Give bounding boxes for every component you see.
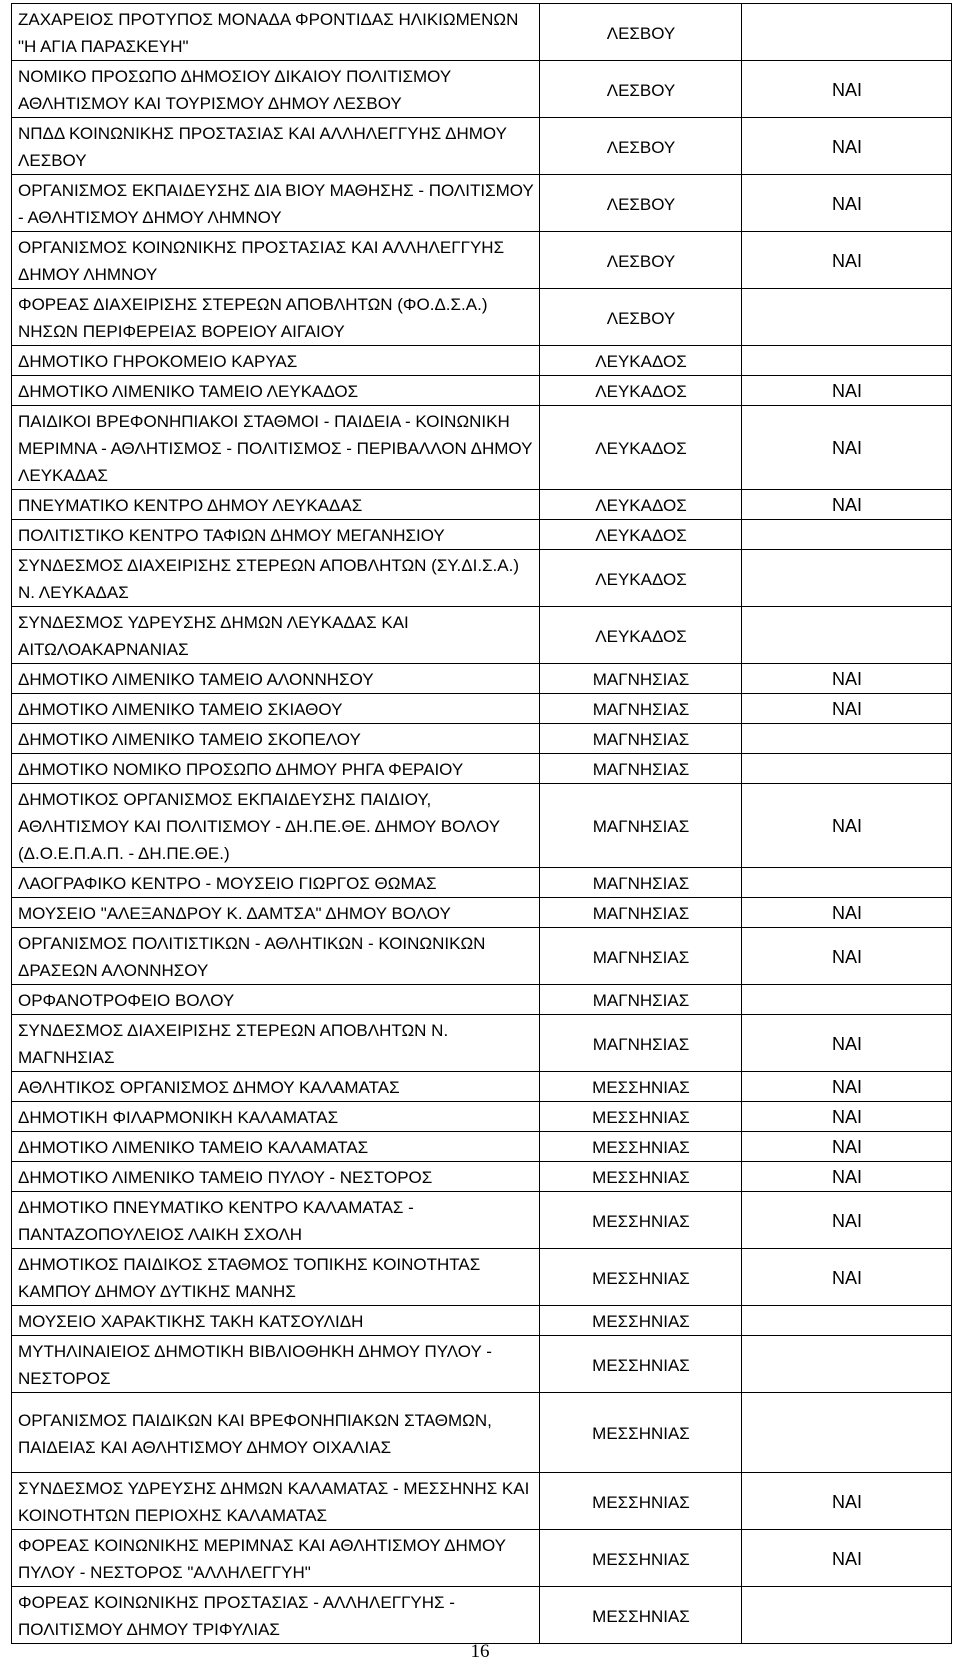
flag-cell (742, 868, 952, 898)
entity-name-cell: ΠΟΛΙΤΙΣΤΙΚΟ ΚΕΝΤΡΟ ΤΑΦΙΩΝ ΔΗΜΟΥ ΜΕΓΑΝΗΣΙΟΥ (12, 520, 540, 550)
region-cell: ΜΑΓΝΗΣΙΑΣ (540, 664, 742, 694)
region-cell: ΛΕΣΒΟΥ (540, 175, 742, 232)
page-number: 16 (470, 1641, 490, 1662)
table-row (12, 1015, 952, 1072)
table-row (12, 985, 952, 1015)
flag-cell (742, 346, 952, 376)
table-row (12, 346, 952, 376)
entity-name-cell: ΑΘΛΗΤΙΚΟΣ ΟΡΓΑΝΙΣΜΟΣ ΔΗΜΟΥ ΚΑΛΑΜΑΤΑΣ (12, 1072, 540, 1102)
table-row (12, 232, 952, 289)
entity-name-cell: ΔΗΜΟΤΙΚΟ ΛΙΜΕΝΙΚΟ ΤΑΜΕΙΟ ΚΑΛΑΜΑΤΑΣ (12, 1132, 540, 1162)
entity-name-cell: ΦΟΡΕΑΣ ΚΟΙΝΩΝΙΚΗΣ ΜΕΡΙΜΝΑΣ ΚΑΙ ΑΘΛΗΤΙΣΜΟΥ ΔΗΜΟΥ ΠΥΛΟΥ - ΝΕΣΤΟΡΟΣ "ΑΛΛΗΛΕΓΓΥΗ" (12, 1530, 540, 1587)
table-row (12, 289, 952, 346)
region-cell: ΜΕΣΣΗΝΙΑΣ (540, 1393, 742, 1473)
table-row (12, 1336, 952, 1393)
entity-name-cell: ΜΥΤΗΛΙΝΑΙΕΙΟΣ ΔΗΜΟΤΙΚΗ ΒΙΒΛΙΟΘΗΚΗ ΔΗΜΟΥ ΠΥΛΟΥ - ΝΕΣΤΟΡΟΣ (12, 1336, 540, 1393)
table-row (12, 868, 952, 898)
region-cell: ΜΕΣΣΗΝΙΑΣ (540, 1587, 742, 1644)
flag-cell (742, 1393, 952, 1473)
table-row (12, 694, 952, 724)
flag-cell: ΝΑΙ (742, 1249, 952, 1306)
flag-cell: ΝΑΙ (742, 1015, 952, 1072)
flag-cell: ΝΑΙ (742, 232, 952, 289)
entity-name-cell: ΟΡΓΑΝΙΣΜΟΣ ΠΑΙΔΙΚΩΝ ΚΑΙ ΒΡΕΦΟΝΗΠΙΑΚΩΝ ΣΤΑΘΜΩΝ, ΠΑΙΔΕΙΑΣ ΚΑΙ ΑΘΛΗΤΙΣΜΟΥ ΔΗΜΟΥ ΟΙΧΑΛΙΑΣ (12, 1393, 540, 1473)
entity-name-cell: ΔΗΜΟΤΙΚΟ ΛΙΜΕΝΙΚΟ ΤΑΜΕΙΟ ΠΥΛΟΥ - ΝΕΣΤΟΡΟΣ (12, 1162, 540, 1192)
region-cell: ΜΕΣΣΗΝΙΑΣ (540, 1132, 742, 1162)
entity-name-cell: ΔΗΜΟΤΙΚΟ ΛΙΜΕΝΙΚΟ ΤΑΜΕΙΟ ΣΚΟΠΕΛΟΥ (12, 724, 540, 754)
flag-cell: ΝΑΙ (742, 490, 952, 520)
region-cell: ΛΕΥΚΑΔΟΣ (540, 520, 742, 550)
table-row (12, 1587, 952, 1644)
flag-cell: ΝΑΙ (742, 784, 952, 868)
entity-name-cell: ΔΗΜΟΤΙΚΟ ΛΙΜΕΝΙΚΟ ΤΑΜΕΙΟ ΑΛΟΝΝΗΣΟΥ (12, 664, 540, 694)
entities-table (11, 3, 952, 1644)
entity-name-cell: ΝΠΔΔ ΚΟΙΝΩΝΙΚΗΣ ΠΡΟΣΤΑΣΙΑΣ ΚΑΙ ΑΛΛΗΛΕΓΓΥΗΣ ΔΗΜΟΥ ΛΕΣΒΟΥ (12, 118, 540, 175)
entity-name-cell: ΔΗΜΟΤΙΚΟ ΝΟΜΙΚΟ ΠΡΟΣΩΠΟ ΔΗΜΟΥ ΡΗΓΑ ΦΕΡΑΙΟΥ (12, 754, 540, 784)
flag-cell: ΝΑΙ (742, 406, 952, 490)
entity-name-cell: ΜΟΥΣΕΙΟ ΧΑΡΑΚΤΙΚΗΣ ΤΑΚΗ ΚΑΤΣΟΥΛΙΔΗ (12, 1306, 540, 1336)
region-cell: ΜΑΓΝΗΣΙΑΣ (540, 1015, 742, 1072)
flag-cell: ΝΑΙ (742, 664, 952, 694)
entity-name-cell: ΔΗΜΟΤΙΚΟΣ ΟΡΓΑΝΙΣΜΟΣ ΕΚΠΑΙΔΕΥΣΗΣ ΠΑΙΔΙΟΥ, ΑΘΛΗΤΙΣΜΟΥ ΚΑΙ ΠΟΛΙΤΙΣΜΟΥ - ΔΗ.ΠΕ.ΘΕ. ΔΗΜΟΥ ΒΟΛΟΥ (Δ.Ο.Ε.Π.Α.Π. - ΔΗ.ΠΕ.ΘΕ.) (12, 784, 540, 868)
region-cell: ΜΑΓΝΗΣΙΑΣ (540, 754, 742, 784)
entity-name-cell: ΣΥΝΔΕΣΜΟΣ ΥΔΡΕΥΣΗΣ ΔΗΜΩΝ ΚΑΛΑΜΑΤΑΣ - ΜΕΣΣΗΝΗΣ ΚΑΙ ΚΟΙΝΟΤΗΤΩΝ ΠΕΡΙΟΧΗΣ ΚΑΛΑΜΑΤΑΣ (12, 1473, 540, 1530)
entity-name-cell: ΠΝΕΥΜΑΤΙΚΟ ΚΕΝΤΡΟ ΔΗΜΟΥ ΛΕΥΚΑΔΑΣ (12, 490, 540, 520)
region-cell: ΛΕΥΚΑΔΟΣ (540, 376, 742, 406)
flag-cell (742, 724, 952, 754)
region-cell: ΜΑΓΝΗΣΙΑΣ (540, 898, 742, 928)
region-cell: ΜΕΣΣΗΝΙΑΣ (540, 1306, 742, 1336)
table-row (12, 1132, 952, 1162)
flag-cell: ΝΑΙ (742, 1072, 952, 1102)
region-cell: ΜΑΓΝΗΣΙΑΣ (540, 928, 742, 985)
entity-name-cell: ΟΡΦΑΝΟΤΡΟΦΕΙΟ ΒΟΛΟΥ (12, 985, 540, 1015)
flag-cell: ΝΑΙ (742, 1473, 952, 1530)
region-cell: ΜΕΣΣΗΝΙΑΣ (540, 1162, 742, 1192)
table-row (12, 61, 952, 118)
region-cell: ΜΕΣΣΗΝΙΑΣ (540, 1530, 742, 1587)
flag-cell (742, 1336, 952, 1393)
flag-cell: ΝΑΙ (742, 1192, 952, 1249)
region-cell: ΜΕΣΣΗΝΙΑΣ (540, 1249, 742, 1306)
flag-cell: ΝΑΙ (742, 928, 952, 985)
entity-name-cell: ΔΗΜΟΤΙΚΟ ΛΙΜΕΝΙΚΟ ΤΑΜΕΙΟ ΣΚΙΑΘΟΥ (12, 694, 540, 724)
entity-name-cell: ΣΥΝΔΕΣΜΟΣ ΔΙΑΧΕΙΡΙΣΗΣ ΣΤΕΡΕΩΝ ΑΠΟΒΛΗΤΩΝ Ν. ΜΑΓΝΗΣΙΑΣ (12, 1015, 540, 1072)
region-cell: ΛΕΣΒΟΥ (540, 61, 742, 118)
table-row (12, 664, 952, 694)
region-cell: ΜΕΣΣΗΝΙΑΣ (540, 1072, 742, 1102)
entity-name-cell: ΦΟΡΕΑΣ ΔΙΑΧΕΙΡΙΣΗΣ ΣΤΕΡΕΩΝ ΑΠΟΒΛΗΤΩΝ (ΦΟ.Δ.Σ.Α.) ΝΗΣΩΝ ΠΕΡΙΦΕΡΕΙΑΣ ΒΟΡΕΙΟΥ ΑΙΓΑΙΟΥ (12, 289, 540, 346)
region-cell: ΜΕΣΣΗΝΙΑΣ (540, 1473, 742, 1530)
flag-cell (742, 607, 952, 664)
flag-cell (742, 4, 952, 61)
region-cell: ΜΑΓΝΗΣΙΑΣ (540, 784, 742, 868)
flag-cell: ΝΑΙ (742, 694, 952, 724)
entity-name-cell: ΠΑΙΔΙΚΟΙ ΒΡΕΦΟΝΗΠΙΑΚΟΙ ΣΤΑΘΜΟΙ - ΠΑΙΔΕΙΑ - ΚΟΙΝΩΝΙΚΗ ΜΕΡΙΜΝΑ - ΑΘΛΗΤΙΣΜΟΣ - ΠΟΛΙΤΙΣΜΟΣ - ΠΕΡΙΒΑΛΛΟΝ ΔΗΜΟΥ ΛΕΥΚΑΔΑΣ (12, 406, 540, 490)
flag-cell: ΝΑΙ (742, 175, 952, 232)
flag-cell: ΝΑΙ (742, 1162, 952, 1192)
table-row (12, 1192, 952, 1249)
flag-cell: ΝΑΙ (742, 1132, 952, 1162)
entity-name-cell: ΟΡΓΑΝΙΣΜΟΣ ΠΟΛΙΤΙΣΤΙΚΩΝ - ΑΘΛΗΤΙΚΩΝ - ΚΟΙΝΩΝΙΚΩΝ ΔΡΑΣΕΩΝ ΑΛΟΝΝΗΣΟΥ (12, 928, 540, 985)
entity-name-cell: ΔΗΜΟΤΙΚΟ ΓΗΡΟΚΟΜΕΙΟ ΚΑΡΥΑΣ (12, 346, 540, 376)
table-row (12, 1473, 952, 1530)
table-row (12, 928, 952, 985)
flag-cell: ΝΑΙ (742, 898, 952, 928)
table-row (12, 520, 952, 550)
region-cell: ΜΑΓΝΗΣΙΑΣ (540, 724, 742, 754)
entity-name-cell: ΝΟΜΙΚΟ ΠΡΟΣΩΠΟ ΔΗΜΟΣΙΟΥ ΔΙΚΑΙΟΥ ΠΟΛΙΤΙΣΜΟΥ ΑΘΛΗΤΙΣΜΟΥ ΚΑΙ ΤΟΥΡΙΣΜΟΥ ΔΗΜΟΥ ΛΕΣΒΟΥ (12, 61, 540, 118)
table-row (12, 175, 952, 232)
entity-name-cell: ΔΗΜΟΤΙΚΟ ΠΝΕΥΜΑΤΙΚΟ ΚΕΝΤΡΟ ΚΑΛΑΜΑΤΑΣ - ΠΑΝΤΑΖΟΠΟΥΛΕΙΟΣ ΛΑΙΚΗ ΣΧΟΛΗ (12, 1192, 540, 1249)
flag-cell (742, 1587, 952, 1644)
table-row (12, 406, 952, 490)
table-row (12, 1072, 952, 1102)
region-cell: ΛΕΣΒΟΥ (540, 4, 742, 61)
entity-name-cell: ΔΗΜΟΤΙΚΟ ΛΙΜΕΝΙΚΟ ΤΑΜΕΙΟ ΛΕΥΚΑΔΟΣ (12, 376, 540, 406)
entity-name-cell: ΣΥΝΔΕΣΜΟΣ ΥΔΡΕΥΣΗΣ ΔΗΜΩΝ ΛΕΥΚΑΔΑΣ ΚΑΙ ΑΙΤΩΛΟΑΚΑΡΝΑΝΙΑΣ (12, 607, 540, 664)
flag-cell: ΝΑΙ (742, 1530, 952, 1587)
region-cell: ΜΑΓΝΗΣΙΑΣ (540, 694, 742, 724)
table-row (12, 1530, 952, 1587)
flag-cell (742, 520, 952, 550)
region-cell: ΛΕΥΚΑΔΟΣ (540, 607, 742, 664)
table-row (12, 1393, 952, 1473)
entity-name-cell: ΔΗΜΟΤΙΚΟΣ ΠΑΙΔΙΚΟΣ ΣΤΑΘΜΟΣ ΤΟΠΙΚΗΣ ΚΟΙΝΟΤΗΤΑΣ ΚΑΜΠΟΥ ΔΗΜΟΥ ΔΥΤΙΚΗΣ ΜΑΝΗΣ (12, 1249, 540, 1306)
table-row (12, 754, 952, 784)
region-cell: ΛΕΥΚΑΔΟΣ (540, 346, 742, 376)
flag-cell (742, 289, 952, 346)
flag-cell: ΝΑΙ (742, 118, 952, 175)
region-cell: ΜΕΣΣΗΝΙΑΣ (540, 1192, 742, 1249)
region-cell: ΜΕΣΣΗΝΙΑΣ (540, 1102, 742, 1132)
entity-name-cell: ΔΗΜΟΤΙΚΗ ΦΙΛΑΡΜΟΝΙΚΗ ΚΑΛΑΜΑΤΑΣ (12, 1102, 540, 1132)
entity-name-cell: ΖΑΧΑΡΕΙΟΣ ΠΡΟΤΥΠΟΣ ΜΟΝΑΔΑ ΦΡΟΝΤΙΔΑΣ ΗΛΙΚΙΩΜΕΝΩΝ "Η ΑΓΙΑ ΠΑΡΑΣΚΕΥΗ" (12, 4, 540, 61)
flag-cell (742, 1306, 952, 1336)
table-row (12, 607, 952, 664)
table-row (12, 784, 952, 868)
table-body (12, 4, 952, 1644)
table-row (12, 1162, 952, 1192)
entity-name-cell: ΣΥΝΔΕΣΜΟΣ ΔΙΑΧΕΙΡΙΣΗΣ ΣΤΕΡΕΩΝ ΑΠΟΒΛΗΤΩΝ (ΣΥ.ΔΙ.Σ.Α.) Ν. ΛΕΥΚΑΔΑΣ (12, 550, 540, 607)
flag-cell (742, 550, 952, 607)
table-row (12, 550, 952, 607)
region-cell: ΛΕΣΒΟΥ (540, 289, 742, 346)
flag-cell: ΝΑΙ (742, 61, 952, 118)
region-cell: ΛΕΣΒΟΥ (540, 232, 742, 289)
table-row (12, 118, 952, 175)
region-cell: ΛΕΥΚΑΔΟΣ (540, 406, 742, 490)
region-cell: ΜΑΓΝΗΣΙΑΣ (540, 868, 742, 898)
table-row (12, 1249, 952, 1306)
region-cell: ΛΕΥΚΑΔΟΣ (540, 490, 742, 520)
table-row (12, 724, 952, 754)
region-cell: ΜΑΓΝΗΣΙΑΣ (540, 985, 742, 1015)
table-row (12, 898, 952, 928)
entity-name-cell: ΟΡΓΑΝΙΣΜΟΣ ΕΚΠΑΙΔΕΥΣΗΣ ΔΙΑ ΒΙΟΥ ΜΑΘΗΣΗΣ - ΠΟΛΙΤΙΣΜΟΥ - ΑΘΛΗΤΙΣΜΟΥ ΔΗΜΟΥ ΛΗΜΝΟΥ (12, 175, 540, 232)
table-row (12, 490, 952, 520)
table-row (12, 1306, 952, 1336)
flag-cell: ΝΑΙ (742, 1102, 952, 1132)
entity-name-cell: ΟΡΓΑΝΙΣΜΟΣ ΚΟΙΝΩΝΙΚΗΣ ΠΡΟΣΤΑΣΙΑΣ ΚΑΙ ΑΛΛΗΛΕΓΓΥΗΣ ΔΗΜΟΥ ΛΗΜΝΟΥ (12, 232, 540, 289)
table-row (12, 4, 952, 61)
entity-name-cell: ΜΟΥΣΕΙΟ "ΑΛΕΞΑΝΔΡΟΥ Κ. ΔΑΜΤΣΑ" ΔΗΜΟΥ ΒΟΛΟΥ (12, 898, 540, 928)
flag-cell (742, 985, 952, 1015)
table-row (12, 376, 952, 406)
region-cell: ΛΕΥΚΑΔΟΣ (540, 550, 742, 607)
entity-name-cell: ΛΑΟΓΡΑΦΙΚΟ ΚΕΝΤΡΟ - ΜΟΥΣΕΙΟ ΓΙΩΡΓΟΣ ΘΩΜΑΣ (12, 868, 540, 898)
flag-cell: ΝΑΙ (742, 376, 952, 406)
region-cell: ΛΕΣΒΟΥ (540, 118, 742, 175)
table-row (12, 1102, 952, 1132)
flag-cell (742, 754, 952, 784)
entity-name-cell: ΦΟΡΕΑΣ ΚΟΙΝΩΝΙΚΗΣ ΠΡΟΣΤΑΣΙΑΣ - ΑΛΛΗΛΕΓΓΥΗΣ - ΠΟΛΙΤΙΣΜΟΥ ΔΗΜΟΥ ΤΡΙΦΥΛΙΑΣ (12, 1587, 540, 1644)
region-cell: ΜΕΣΣΗΝΙΑΣ (540, 1336, 742, 1393)
